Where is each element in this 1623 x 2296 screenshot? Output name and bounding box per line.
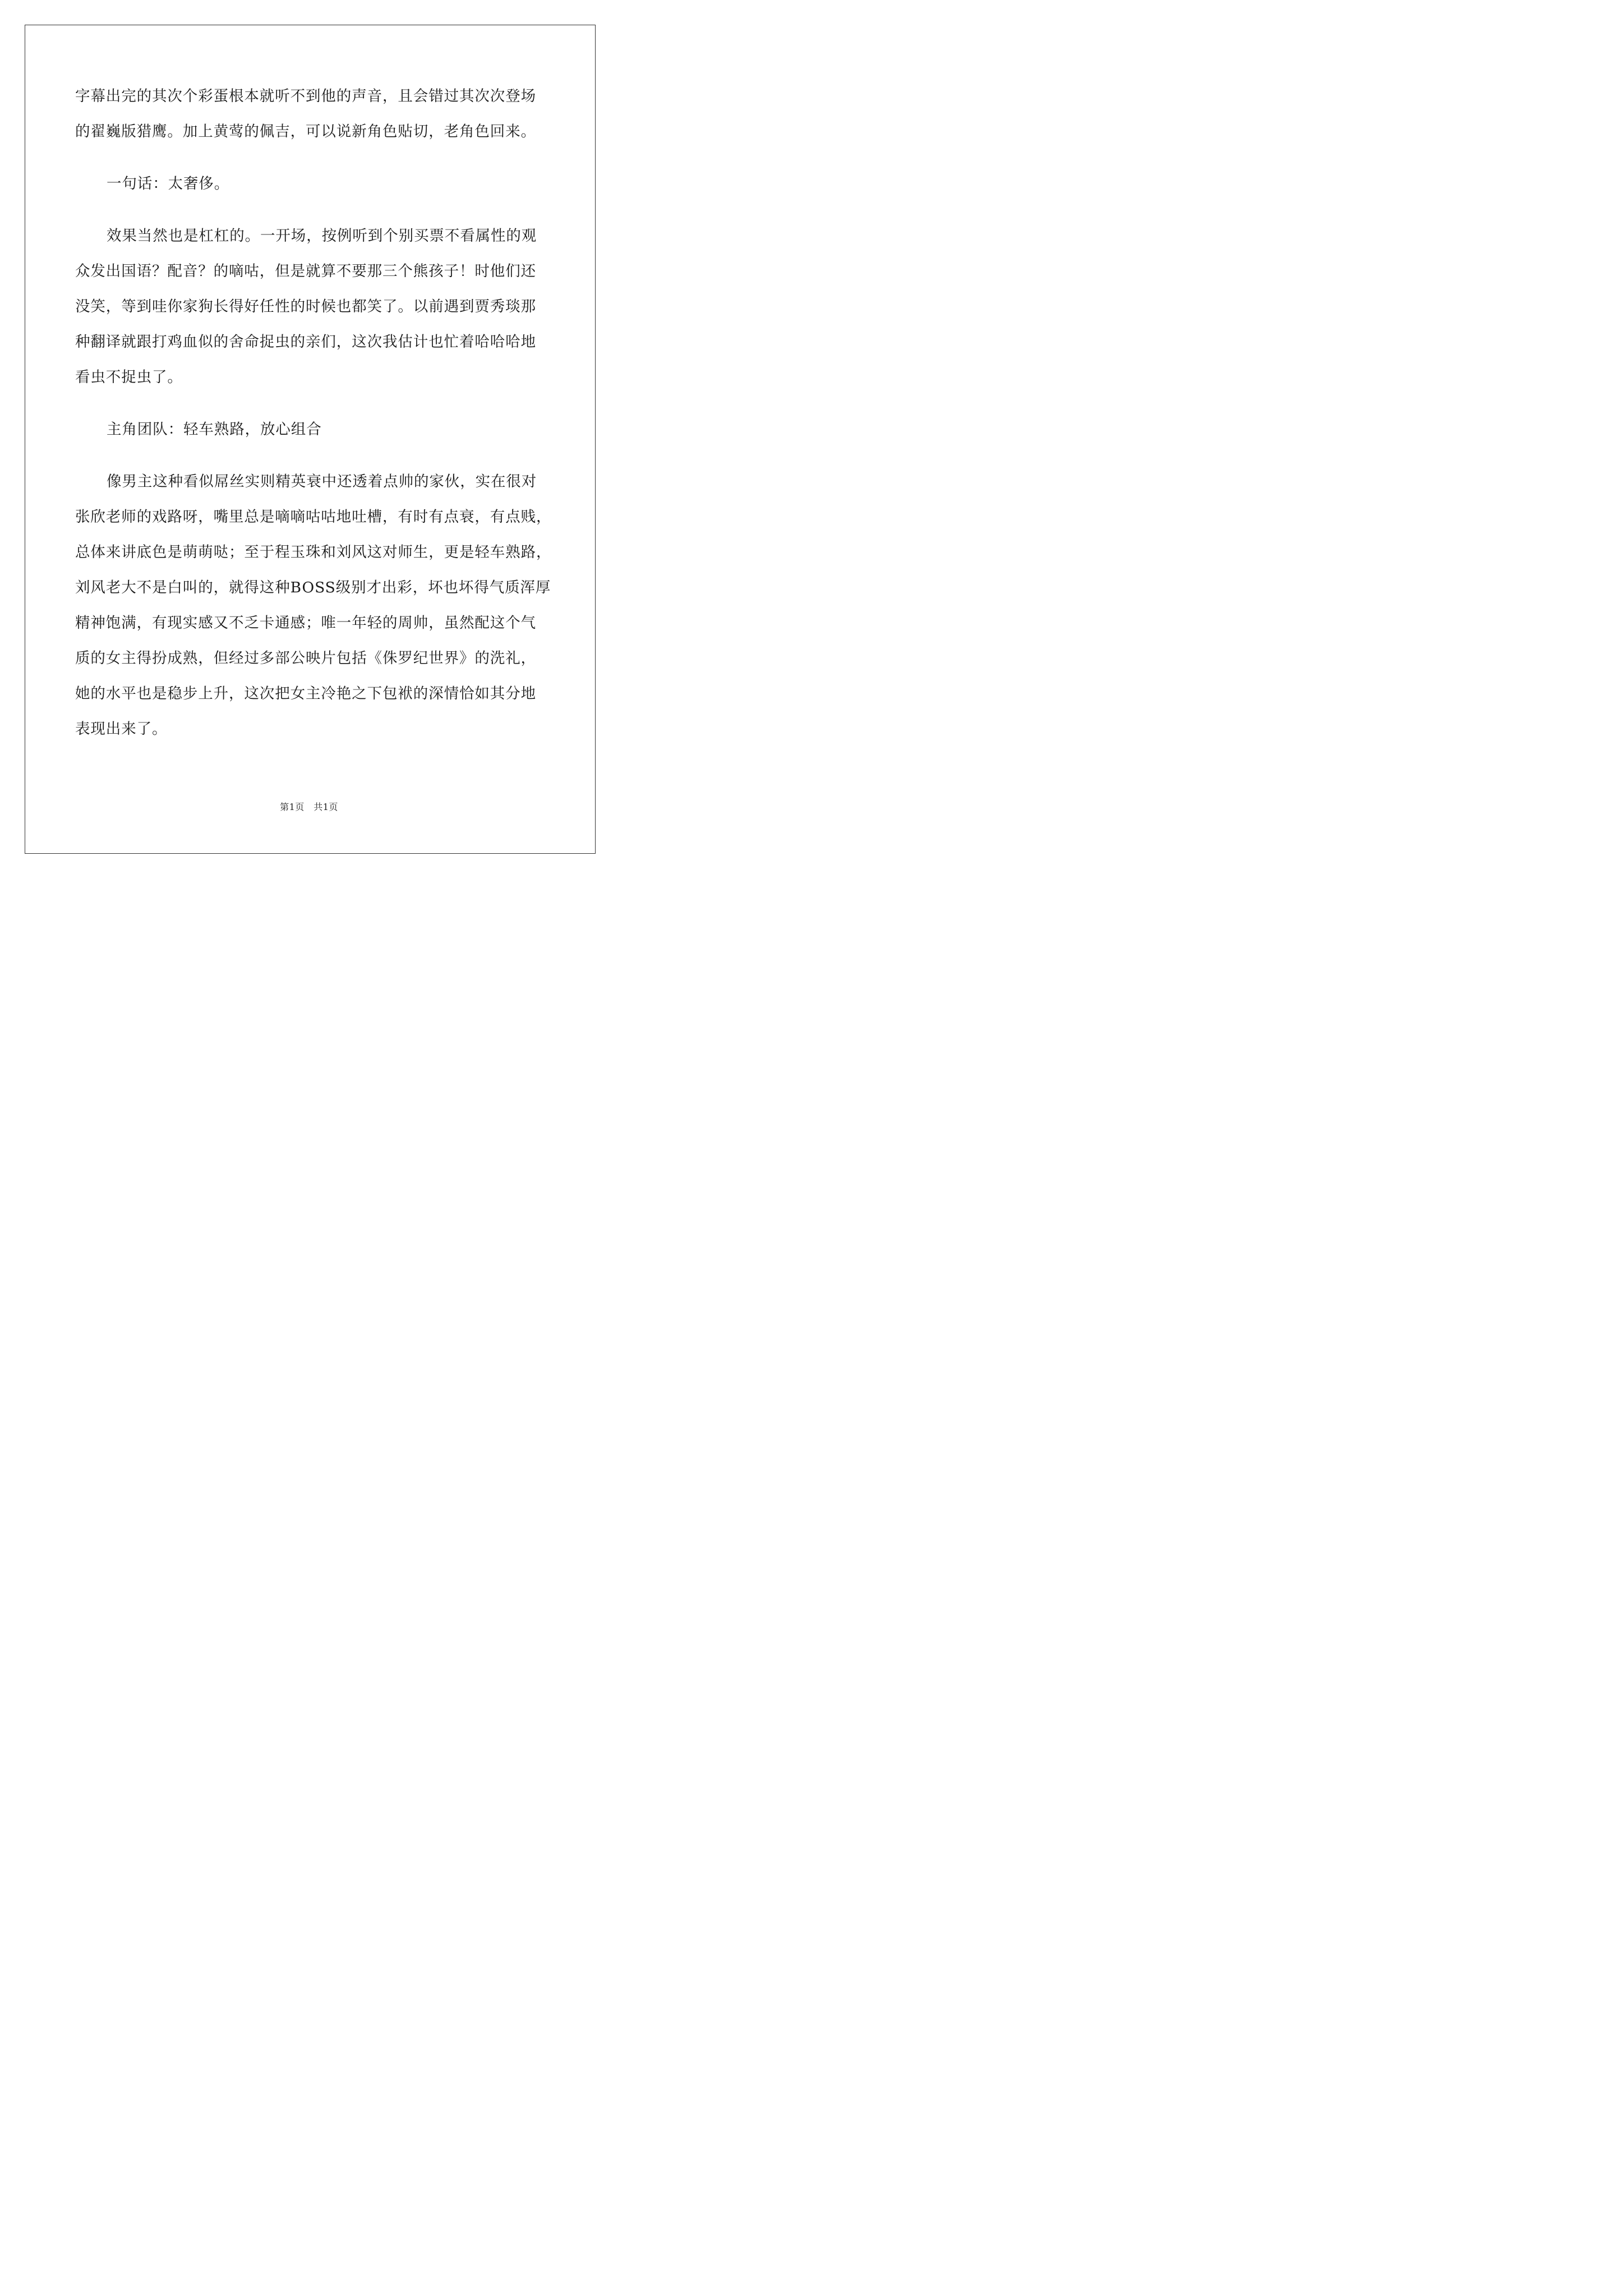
text-line: 表现出来了。 <box>75 720 168 738</box>
page-number-footer: 第1页 共1页 <box>280 802 338 812</box>
text-line: 刘风老大不是白叫的，就得这种BOSS级别才出彩，坏也坏得气质浑厚 <box>75 579 551 596</box>
text-line: 看虫不捉虫了。 <box>75 369 183 386</box>
text-line: 像男主这种看似屌丝实则精英衰中还透着点帅的家伙，实在很对 <box>107 473 537 490</box>
text-line: 张欣老师的戏路呀，嘴里总是嘀嘀咕咕地吐槽，有时有点衰，有点贱， <box>75 508 552 526</box>
document-body <box>75 79 552 747</box>
text-line: 种翻译就跟打鸡血似的舍命捉虫的亲们，这次我估计也忙着哈哈哈地 <box>75 333 536 351</box>
text-line: 总体来讲底色是萌萌哒；至于程玉珠和刘风这对师生，更是轻车熟路， <box>75 544 552 561</box>
text-line: 质的女主得扮成熟，但经过多部公映片包括《侏罗纪世界》的洗礼， <box>75 650 536 667</box>
text-line: 众发出国语？配音？的嘀咕，但是就算不要那三个熊孩子！时他们还 <box>75 263 536 280</box>
text-line: 一句话：太奢侈。 <box>107 175 230 192</box>
text-line: 的翟巍版猎鹰。加上黄莺的佩吉，可以说新角色贴切，老角色回来。 <box>75 123 536 140</box>
section-heading: 主角团队：轻车熟路，放心组合 <box>107 421 322 438</box>
text-line: 她的水平也是稳步上升，这次把女主冷艳之下包袱的深情恰如其分地 <box>75 685 536 702</box>
text-line: 精神饱满，有现实感又不乏卡通感；唯一年轻的周帅，虽然配这个气 <box>75 614 536 632</box>
text-line: 没笑，等到哇你家狗长得好任性的时候也都笑了。以前遇到贾秀琰那 <box>75 298 536 315</box>
text-line: 字幕出完的其次个彩蛋根本就听不到他的声音，且会错过其次次登场 <box>75 88 536 105</box>
text-line: 效果当然也是杠杠的。一开场，按例听到个别买票不看属性的观 <box>107 227 537 245</box>
